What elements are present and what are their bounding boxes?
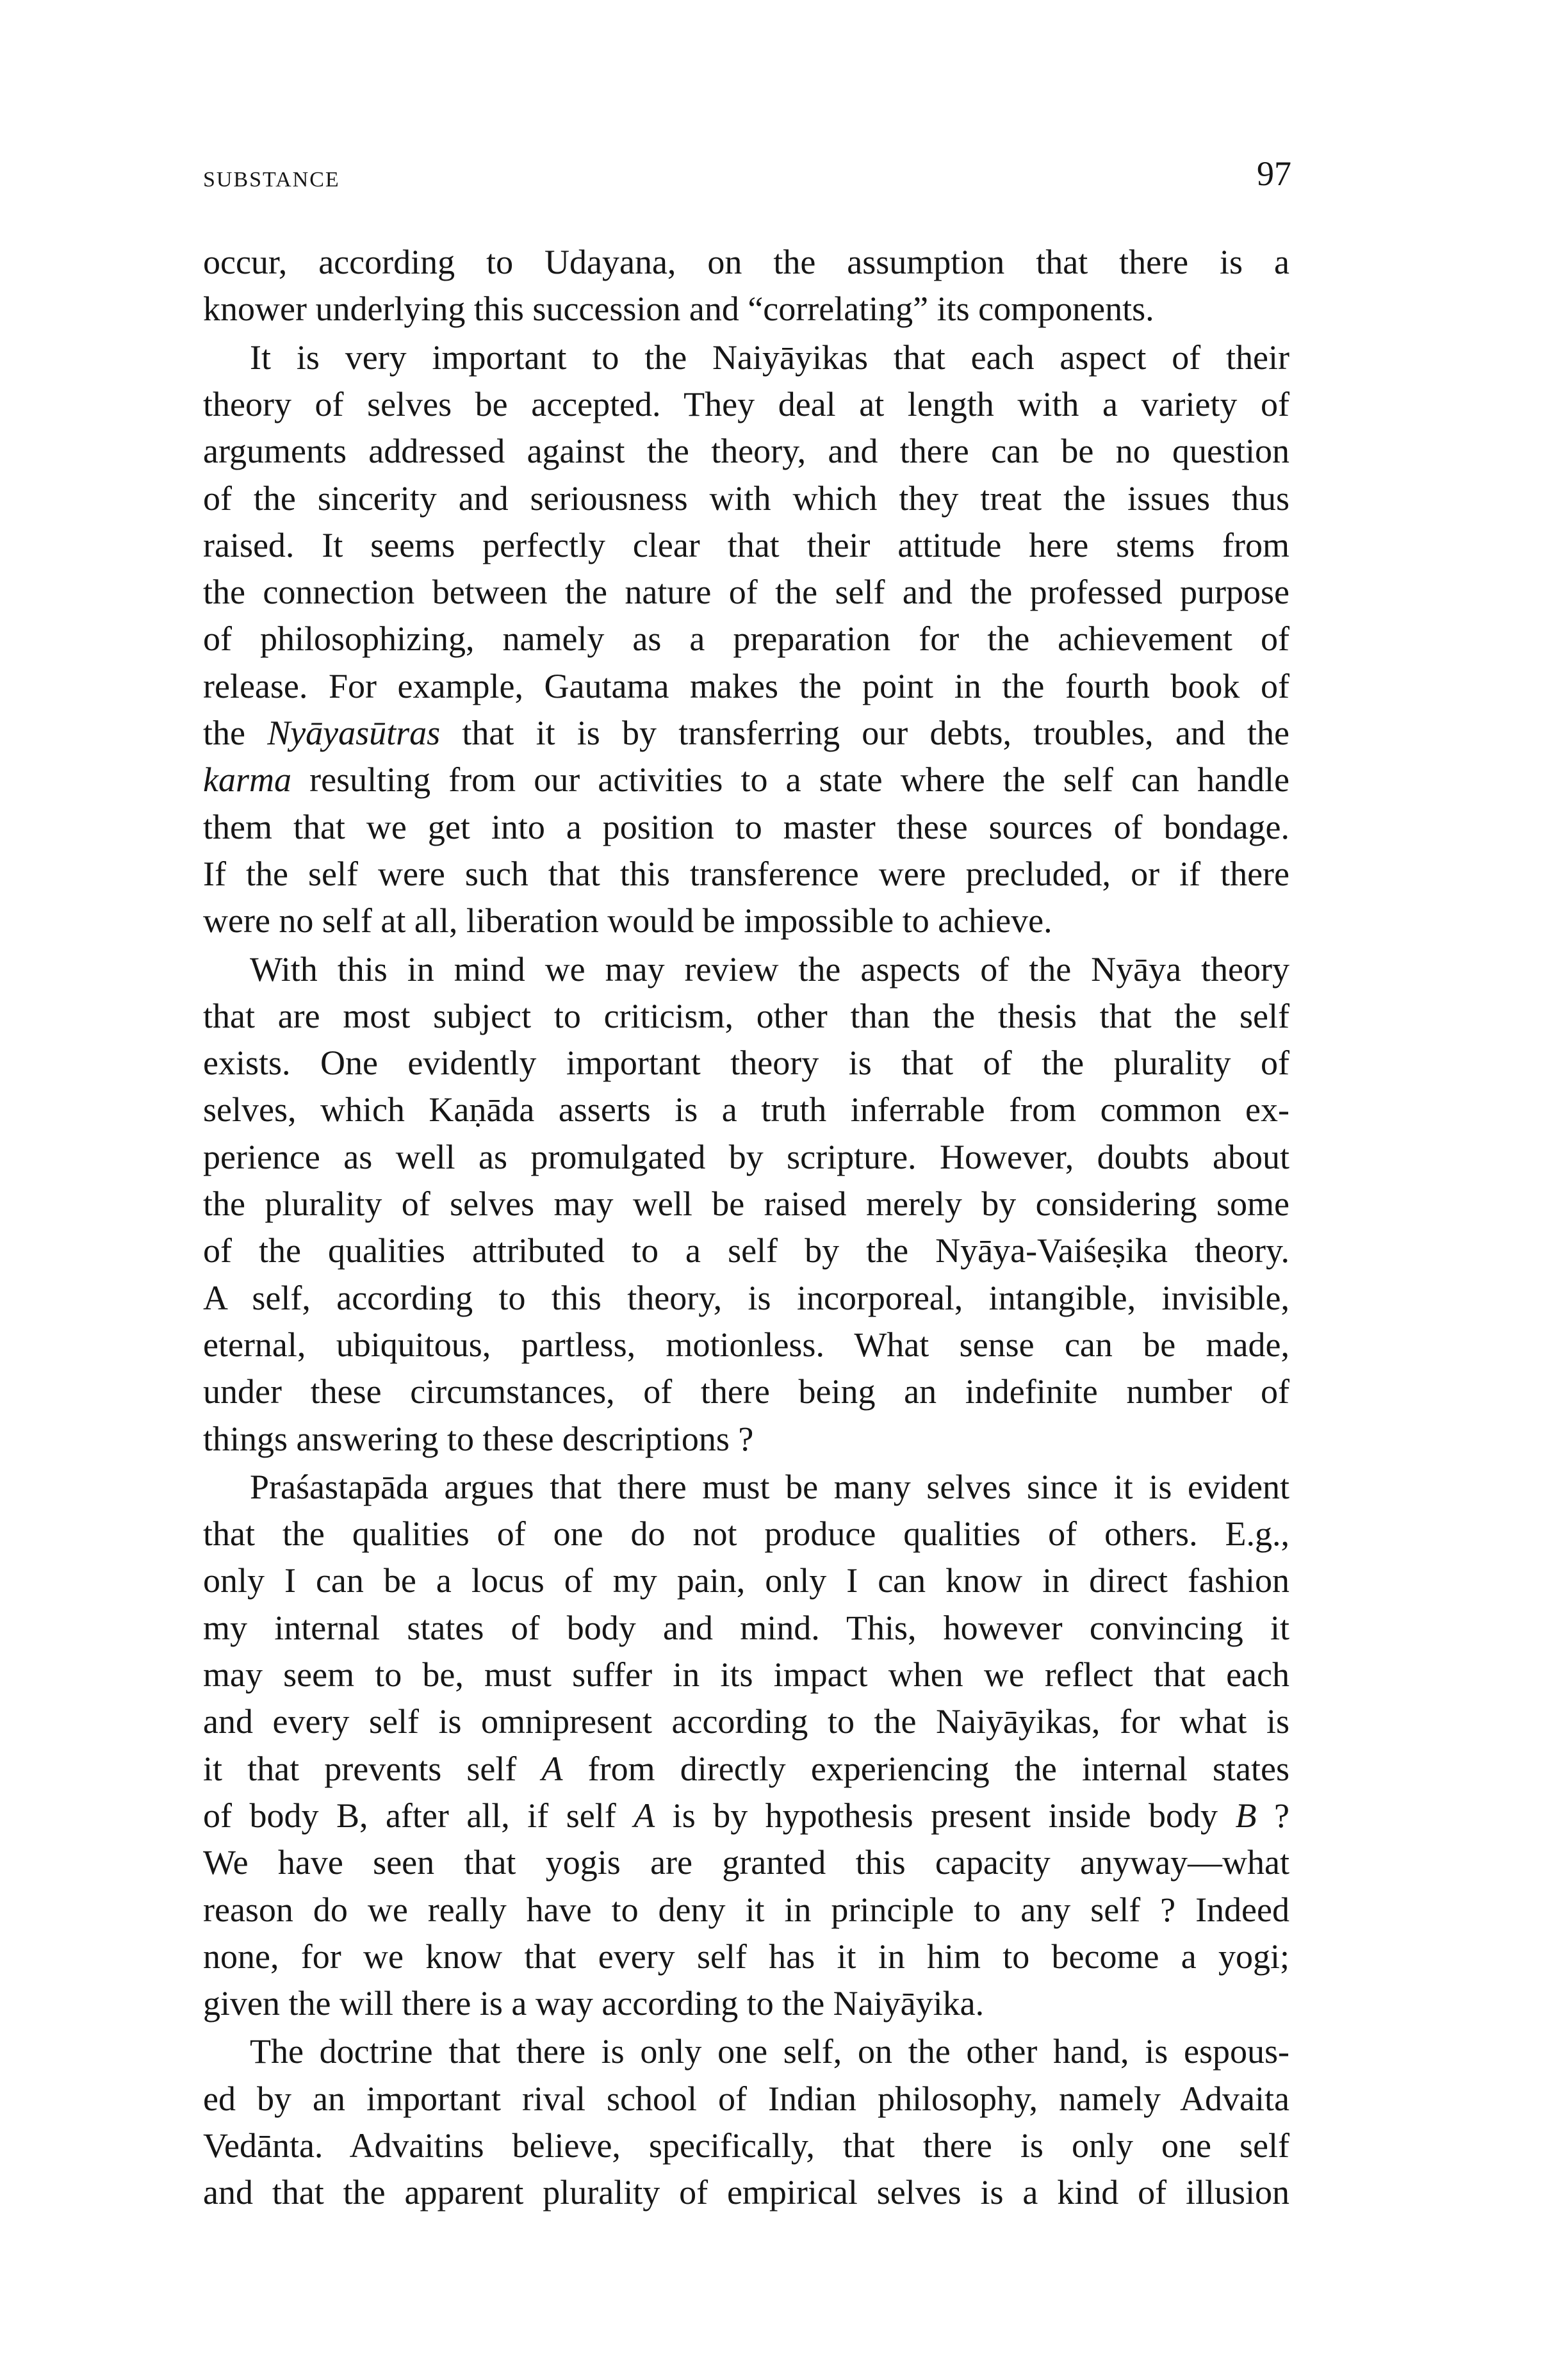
text-line: [203, 1557, 1289, 1604]
text-segment: it that prevents self: [203, 1749, 542, 1788]
italic-text: Nyāyasūtras: [267, 714, 441, 752]
text-segment: things answering to these descriptions ?: [203, 1419, 754, 1458]
text-line: [203, 1839, 1289, 1886]
italic-text: B: [1235, 1796, 1257, 1835]
text-line: [203, 1605, 1289, 1652]
text-line: [203, 1933, 1289, 1980]
text-segment: and that the apparent plurality of empirical selves is a kind of illusion: [203, 2173, 1289, 2212]
text-segment: of philosophizing, namely as a preparation for the achievement of: [203, 620, 1289, 659]
text-segment: Vedānta. Advaitins believe, specifically, that there is only one self: [203, 2126, 1289, 2165]
text-segment: of body B, after all, if self: [203, 1796, 634, 1835]
text-segment: eternal, ubiquitous, partless, motionless. What sense can be made,: [203, 1325, 1289, 1364]
text-segment: none, for we know that every self has it in him to become a yogi;: [203, 1937, 1289, 1976]
text-segment: arguments addressed against the theory, and there can be no question: [203, 432, 1289, 471]
text-segment: that the qualities of one do not produce qualities of others. E.g.,: [203, 1514, 1289, 1554]
text-segment: were no self at all, liberation would be impossible to achieve.: [203, 901, 1052, 940]
text-segment: of the sincerity and seriousness with which they treat the issues thus: [203, 479, 1289, 518]
text-line: [203, 616, 1289, 662]
text-segment: from directly experiencing the internal states: [562, 1749, 1289, 1788]
text-segment: If the self were such that this transference were precluded, or if there: [203, 854, 1289, 893]
text-segment: exists. One evidently important theory is that of the plurality of: [203, 1044, 1289, 1083]
italic-text: A: [634, 1796, 655, 1835]
text-line: [203, 1652, 1289, 1698]
text-line: [203, 1511, 1289, 1557]
text-segment: the: [203, 714, 268, 752]
text-segment: It is very important to the Naiyāyikas that each aspect of their: [250, 338, 1289, 377]
text-line: [203, 1227, 1289, 1274]
text-line: [203, 1793, 1289, 1839]
text-line: [203, 1416, 1289, 1463]
text-segment: selves, which Kaṇāda asserts is a truth inferrable from common ex-: [203, 1090, 1289, 1129]
text-segment: only I can be a locus of my pain, only I can know in direct fashion: [203, 1561, 1289, 1600]
text-line: [203, 1746, 1289, 1793]
text-segment: Praśastapāda argues that there must be many selves since it is evident: [250, 1467, 1289, 1506]
text-line: [203, 710, 1289, 757]
text-segment: resulting from our activities to a state where the self can handle: [291, 760, 1289, 800]
text-line: [203, 428, 1289, 475]
text-segment: them that we get into a position to master these sources of bondage.: [203, 807, 1289, 846]
text-segment: the connection between the nature of the self and the professed purpose: [203, 573, 1289, 612]
text-line: [203, 1087, 1289, 1133]
text-segment: perience as well as promulgated by scripture. However, doubts about: [203, 1137, 1289, 1176]
text-line: [203, 1040, 1289, 1087]
text-line: [203, 522, 1289, 569]
text-line: [203, 1698, 1289, 1745]
text-line: [203, 993, 1289, 1040]
text-segment: reason do we really have to deny it in principle to any self ? Indeed: [203, 1890, 1289, 1929]
text-line: [250, 1464, 1289, 1511]
text-line: [203, 757, 1289, 803]
text-segment: A self, according to this theory, is incorporeal, intangible, invisible,: [203, 1278, 1289, 1317]
text-line: [203, 1368, 1289, 1415]
running-head: SUBSTANCE: [203, 168, 340, 192]
text-line: [203, 286, 1289, 332]
text-segment: raised. It seems perfectly clear that their attitude here stems from: [203, 525, 1289, 564]
text-segment: given the will there is a way according to the Naiyāyika.: [203, 1984, 985, 2023]
text-segment: ?: [1256, 1796, 1289, 1835]
text-line: [203, 1275, 1289, 1322]
text-line: [203, 804, 1289, 851]
text-line: [203, 2169, 1289, 2216]
italic-text: karma: [203, 760, 291, 800]
text-segment: We have seen that yogis are granted this capacity anyway—what: [203, 1843, 1289, 1882]
text-line: [203, 1887, 1289, 1933]
text-line: [203, 381, 1289, 428]
text-line: [250, 2028, 1289, 2075]
text-line: [250, 946, 1289, 993]
text-segment: release. For example, Gautama makes the point in the fourth book of: [203, 666, 1289, 705]
text-line: [250, 334, 1289, 381]
text-segment: may seem to be, must suffer in its impact when we reflect that each: [203, 1655, 1289, 1694]
text-segment: my internal states of body and mind. This, however convincing it: [203, 1608, 1289, 1647]
text-segment: is by hypothesis present inside body: [655, 1796, 1236, 1835]
text-line: [203, 2076, 1289, 2122]
text-segment: knower underlying this succession and “correlating” its components.: [203, 290, 1154, 329]
text-segment: under these circumstances, of there being an indefinite number of: [203, 1372, 1289, 1411]
text-line: [203, 475, 1289, 522]
page-number: 97: [1257, 154, 1291, 193]
text-segment: the plurality of selves may well be raised merely by considering some: [203, 1185, 1289, 1223]
text-segment: The doctrine that there is only one self, on the other hand, is espous-: [250, 2032, 1289, 2071]
text-line: [203, 851, 1289, 898]
text-line: [203, 2122, 1289, 2169]
text-segment: that are most subject to criticism, other than the thesis that the self: [203, 996, 1289, 1035]
text-segment: With this in mind we may review the aspects of the Nyāya theory: [250, 949, 1289, 989]
text-line: [203, 898, 1289, 944]
text-line: [203, 1134, 1289, 1181]
text-line: [203, 1980, 1289, 2027]
text-segment: theory of selves be accepted. They deal at length with a variety of: [203, 384, 1289, 423]
text-line: [203, 663, 1289, 710]
text-line: [203, 569, 1289, 616]
text-segment: and every self is omnipresent according to the Naiyāyikas, for what is: [203, 1702, 1289, 1741]
text-line: [203, 239, 1289, 286]
text-line: [203, 1322, 1289, 1368]
text-line: [203, 1181, 1289, 1227]
text-segment: that it is by transferring our debts, troubles, and the: [440, 714, 1289, 752]
text-segment: of the qualities attributed to a self by the Nyāya-Vaiśeṣika theory.: [203, 1231, 1289, 1270]
text-segment: occur, according to Udayana, on the assumption that there is a: [203, 243, 1289, 281]
italic-text: A: [541, 1749, 563, 1788]
text-segment: ed by an important rival school of Indian philosophy, namely Advaita: [203, 2079, 1289, 2118]
